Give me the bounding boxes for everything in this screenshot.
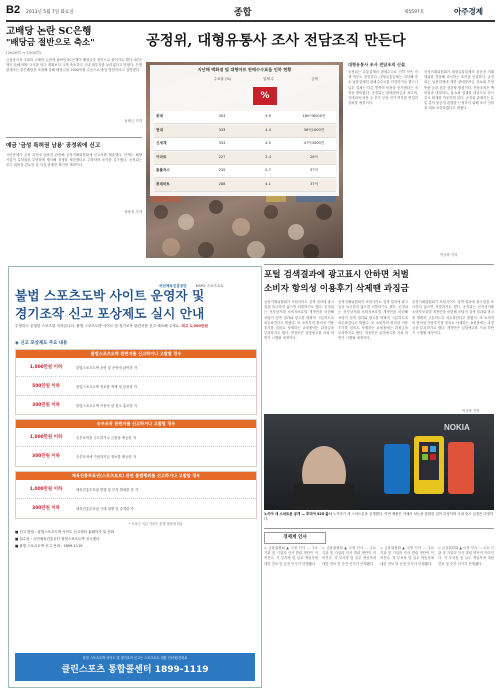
mid-body-col2: 공정거래위원회가 포털사이트 검색 결과에 광고임을 표시하지 않으면 처벌하기로 했다. 공정위는 전자상거래 소비자보호법 개정안을 마련해 포털이 검색 결과와 광고를 명확히 구분하도록 의무화한다고 밝혔다. 또 소비자의 항의성 이용후기를 임의로 삭제하는 쇼핑몰에는 과징금을 부과하기로 했다. 개정안은 입법예고를 거쳐 하반기 시행될 예정이다. <box>338 300 408 341</box>
ad-box-3-amount: 1,000만원 이하 <box>29 487 63 492</box>
chart-cell: 227 <box>218 154 226 159</box>
left-headline-2: "배당금 절반으로 축소" <box>6 38 95 48</box>
masthead-rule <box>6 20 495 22</box>
issue-number: 제5597호 <box>404 10 425 15</box>
left-mid-byline: 장용진 기자 <box>124 210 142 214</box>
divider <box>6 137 142 138</box>
mid-headline-2: 소비자 항의성 이용후기 삭제땐 과징금 <box>264 284 409 294</box>
ad-box-2-row <box>16 447 256 465</box>
chart-cell: 4.4 <box>265 127 271 132</box>
chart-cell: 180억6000만 <box>302 114 326 118</box>
ad-box-1-desc: 불법스포츠도박 이용자 및 광고 홍보한 자 <box>76 403 138 408</box>
mid-byline: 이규하 기자 <box>462 409 480 413</box>
ad-section-head: ◉ 신고 포상제도 주요 내용 <box>15 341 68 346</box>
left-headline-1: 고배당 논란 SC은행 <box>6 26 92 37</box>
ad-logos <box>159 272 259 288</box>
left-mid-body: 시민단체가 금성 특허권 남용과 관련해 공정거래위원회에 신고서를 제출했다. 단체는 해당 기업이 특허권을 부당하게 행사해 경쟁을 제한했다고 주장하며 조사를 촉구했다. 공정위는 신고 내용을 검토한 뒤 사실 관계를 확인할 계획이다. <box>6 153 142 168</box>
chart-cell: 37억 <box>309 168 319 172</box>
col-header-2: 업체 수 <box>263 77 274 81</box>
ad-banner-big: 클린스포츠 통합콜센터 1899-1119 <box>61 665 209 675</box>
right-column <box>348 62 494 258</box>
chart-cell: 333 <box>218 141 226 145</box>
bottom-col4: ◇ 금융위원회 ▲ 국장 인사 … 주요 기관 및 기업의 인사 발령 명단이 이어진다. 각 부서장 및 실무 책임자에 대한 전보 및 승진 인사가 단행됐다. <box>438 546 494 566</box>
left-subhead: (2000억 → 1000억) <box>6 50 42 55</box>
chart-row <box>154 138 336 151</box>
ad-intro <box>15 324 255 329</box>
mid-body-col1: 공정거래위원회가 포털사이트 검색 결과에 광고임을 표시하지 않으면 처벌하기로 했다. 공정위는 전자상거래 소비자보호법 개정안을 마련해 포털이 검색 결과와 광고를 명확히 구분하도록 의무화한다고 밝혔다. 또 소비자의 항의성 이용후기를 임의로 삭제하는 쇼핑몰에는 과징금을 부과하기로 했다. 개정안은 입법예고를 거쳐 하반기 시행될 예정이다. <box>264 300 334 341</box>
section-title: 종합 <box>234 8 252 18</box>
product-photo <box>264 414 494 510</box>
chart-row <box>154 111 336 124</box>
chart-cell: 2.7 <box>265 168 271 172</box>
brand-logo: 아주경제 <box>454 7 483 16</box>
chart-row-label: 롯데마트 <box>156 181 170 186</box>
masthead <box>6 3 496 21</box>
chart-row-label: 신세계 <box>156 141 167 145</box>
chart-rows <box>154 111 336 193</box>
left-mid-headline: 예금 '금성 특허권 남용' 공정위에 신고 <box>6 143 101 149</box>
chart-cell: 235 <box>218 168 226 172</box>
chart-row <box>154 165 336 178</box>
chart-row <box>154 125 336 138</box>
ad-org-logo: 국민체육진흥공단 <box>159 284 187 288</box>
ad-box-2-amount: 1,000만원 이하 <box>29 435 63 440</box>
main-photo <box>146 62 343 258</box>
chart-cell: 4.1 <box>265 181 271 186</box>
col-header-3: 금액 <box>311 77 318 81</box>
ad-box-1-amount: 300만원 이하 <box>32 403 60 408</box>
chart-cell: 288 <box>218 181 226 186</box>
page-number: B2 <box>6 4 21 16</box>
chart-cell: 4.5 <box>265 141 271 145</box>
ad-intro-highlight: 최고 1,000만원 <box>181 324 208 328</box>
product-caption-head: 노키아 새 스마트폰 공개 — 루미아 925 출시 <box>264 512 332 516</box>
ad-box-2-desc: 승부조작을 주도하거나 금품을 제공한 자 <box>76 435 136 440</box>
ad-box-2 <box>15 419 257 467</box>
ad-box-1-amount: 1,000만원 이하 <box>29 365 63 370</box>
product-caption <box>264 512 494 522</box>
left-top-article <box>6 26 142 134</box>
chart-cell: 26억 <box>309 154 319 159</box>
chart-cell: 36억1000만 <box>303 127 325 132</box>
right-col-head: 대형유통사 조사 전담조직 신설 <box>348 62 405 67</box>
ad-box-3-desc: 체육진흥투표권 발행 및 부정 발매를 한 자 <box>76 487 139 492</box>
nokia-phones-image <box>264 414 494 510</box>
ad-contact-line-3: ■ 불법 스포츠도박 신고 전화 : 1899-1119 <box>15 544 83 548</box>
left-byline: 윤태구 기자 <box>124 119 142 123</box>
ad-box-2-amount: 300만원 이하 <box>32 454 60 459</box>
ad-box-2-desc: 승부조작에 가담하거나 정보를 제공한 자 <box>76 454 136 459</box>
col-headers <box>200 76 338 86</box>
ad-box-3 <box>15 471 257 519</box>
ad-box-1-amount: 500만원 이하 <box>32 384 60 389</box>
mid-body-col3: 공정거래위원회가 포털사이트 검색 결과에 광고임을 표시하지 않으면 처벌하기로 했다. 공정위는 전자상거래 소비자보호법 개정안을 마련해 포털이 검색 결과와 광고를 명확히 구분하도록 의무화한다고 밝혔다. 또 소비자의 항의성 이용후기를 임의로 삭제하는 쇼핑몰에는 과징금을 부과하기로 했다. 개정안은 입법예고를 거쳐 하반기 시행될 예정이다. <box>412 300 494 336</box>
chart-row <box>154 179 336 192</box>
bottom-col1: ◇ 금융위원회 ▲ 국장 인사 … 주요 기관 및 기업의 인사 발령 명단이 이어진다. 각 부서장 및 실무 책임자에 대한 전보 및 승진 인사가 단행됐다. <box>264 546 318 566</box>
right-col-byline: 이규하 기자 <box>440 253 458 257</box>
ad-contact-line-2: ■ 접수처 : 국민체육진흥공단 불법스포츠도박 신고센터 <box>15 537 100 541</box>
issue-date: 2013년 5월 7일 화요일 <box>26 10 74 15</box>
bottom-section-head <box>264 532 326 544</box>
main-headline: 공정위, 대형유통사 조사 전담조직 만든다 <box>146 33 406 49</box>
ad-box-1-desc: 불법스포츠도박 정보를 게재 및 알선한 자 <box>76 384 138 389</box>
chart-row-label: 홈플러스 <box>156 168 170 172</box>
ad-banner <box>15 653 255 681</box>
ad-box-3-desc: 체육진흥투표권 구매 대행 및 중개한 자 <box>76 506 134 511</box>
chart-cell: 2.4 <box>265 154 271 159</box>
chart-row-label: 이마트 <box>156 154 167 159</box>
col-header-1: 수료율 (%) <box>214 77 231 81</box>
ad-box-2-row <box>16 428 256 447</box>
ad-footnote: * 포상금 지급 기준은 관계 법령에 따름 <box>129 522 183 526</box>
ad-box-1-row <box>16 396 256 414</box>
product-caption-body: 노키아가 새 스마트폰을 공개했다. 이번 제품은 카메라 성능을 강화한 것이 특징이며 국내 출시 일정은 미정이다. <box>264 512 494 521</box>
ad-contact <box>15 529 255 550</box>
divider <box>264 528 494 529</box>
chart-row <box>154 152 336 165</box>
chart-cell: 333 <box>218 127 226 132</box>
chart-cell: 453 <box>218 114 226 118</box>
ad-box-3-amount: 300만원 이하 <box>32 506 60 511</box>
bottom-col2: ◇ 금융위원회 ▲ 국장 인사 … 주요 기관 및 기업의 인사 발령 명단이 이어진다. 각 부서장 및 실무 책임자에 대한 전보 및 승진 인사가 단행됐다. <box>322 546 376 566</box>
ad-partner-logo: KSPO 스포츠토토 <box>195 284 225 288</box>
chart-row-label: 현대 <box>156 127 163 132</box>
ad-box-3-row <box>16 499 256 517</box>
svg-text:NOKIA: NOKIA <box>444 423 470 432</box>
ad-box-1-row <box>16 358 256 377</box>
ad-banner-small: 불법 스포츠도박 사이트 및 경기조작 신고는 스포츠토토 대한 인터넷/전화로 <box>82 656 188 660</box>
ad-block <box>8 266 262 688</box>
bottom-col3: ◇ 금융위원회 ▲ 국장 인사 … 주요 기관 및 기업의 인사 발령 명단이 이어진다. 각 부서장 및 실무 책임자에 대한 전보 및 승진 인사가 단행됐다. <box>380 546 434 566</box>
left-body: 금융당국과 국회의 고배당 논란에 휩싸인 SC은행이 배당금을 절반으로 줄이기로 했다. SC은행은 올해 배당 규모를 당초 계획보다 크게 축소하고 국내 재투자를 늘리겠다고 밝혔다. 은행 관계자는 중간배당을 포함해 올해 배당금을 1000억원 수준으로 줄일 방침이라고 설명했다. <box>6 58 142 73</box>
chart-cell: 3.9 <box>265 114 271 118</box>
ad-title-1: 불법 스포츠도박 사이트 운영자 및 <box>15 288 205 303</box>
left-mid-article <box>6 142 142 220</box>
ad-box-1-title: 불법스포츠도박 관련자를 신고하거나 고발할 경우 <box>16 350 256 358</box>
chart-row-label: 롯데 <box>156 114 163 118</box>
ad-box-2-title: 승부조작 관련자를 신고하거나 고발할 경우 <box>16 420 256 428</box>
ad-intro-text: 투명하고 공정한 스포츠를 지켜갑니다. 불법 스포츠도박 사이트 및 경기조작 관련자를 신고·제보해 주세요. <box>15 324 181 328</box>
percent-badge: % <box>253 87 277 105</box>
chart-cell: 47억3000만 <box>303 141 325 145</box>
ad-title-2: 경기조작 신고 포상제도 실시 안내 <box>15 306 205 321</box>
bottom-head-text: 경제계 인사 <box>283 535 307 540</box>
ad-box-3-row <box>16 480 256 499</box>
mid-headline-1: 포털 검색결과에 광고표시 안하면 처벌 <box>264 270 409 280</box>
ad-box-3-title: 체육진흥투표권(스포츠토토) 관련 불법행위를 신고하거나 고발할 경우 <box>16 472 256 480</box>
ad-box-1-row <box>16 377 256 396</box>
chart-title: 지난해 백화점 및 대형마트 판매수수료율 인하 현황 <box>197 67 292 72</box>
divider <box>264 264 494 265</box>
right-col-body-b: 공정거래위원회가 대형유통업체의 불공정 거래 행위를 전담해 조사하는 조직을 신설한다. 공정위는 납품업체에 대한 판매장려금 강요와 부당 반품 등을 집중 점검할 방침이다. 전담조직은 백화점과 대형마트, 홈쇼핑 업계를 대상으로 상시 감시 체계를 가동하게 된다. 공정위 관계자는 유통 분야 불공정 관행을 근절하기 위해 조사 인력을 대폭 보강하겠다고 밝혔다. <box>424 70 494 111</box>
right-col-body-a: 공정위는 유통업체의 판매수수료 인하 약속 이행 여부도 점검한다. 대형유통업체는 지난해 중소 납품업체의 판매수수료를 인하하기로 했으나 일부 업체는 다른 명목의 비용을 전가했다는 지적을 받아왔다. 공정위는 판매장려금과 광고비, 인테리어 비용 등 추가 부담 전가 여부를 면밀히 살펴볼 예정이다. <box>348 70 418 106</box>
ad-contact-line-1: ■ 신고 방법 : 불법스포츠도박 사이트 신고센터 홈페이지 및 전화 <box>15 530 115 534</box>
chart-panel <box>150 65 339 196</box>
chart-cell: 37억 <box>309 181 319 186</box>
ad-box-1 <box>15 349 257 415</box>
ad-box-1-desc: 불법스포츠도박 운영 및 운영에 관여한 자 <box>76 365 138 370</box>
